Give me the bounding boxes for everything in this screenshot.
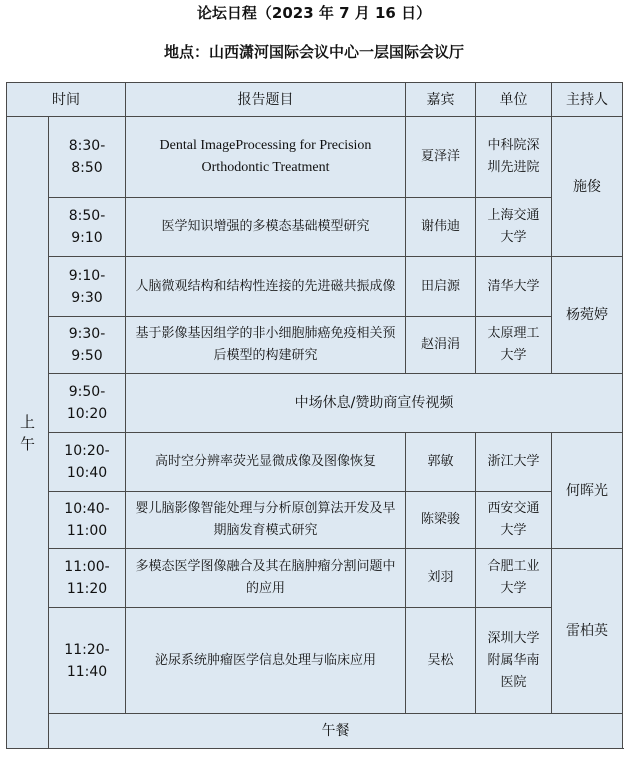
time-slot: 9:50- 10:20 (49, 374, 126, 433)
time-slot: 11:00- 11:20 (49, 549, 126, 608)
schedule-title: 论坛日程（2023 年 7 月 16 日） (196, 4, 432, 22)
host-name: 雷柏英 (552, 549, 623, 714)
header-time: 时间 (7, 83, 126, 117)
host-name: 何晖光 (552, 433, 623, 549)
table-row (7, 433, 623, 492)
affiliation: 浙江大学 (476, 433, 552, 492)
talk-topic: 基于影像基因组学的非小细胞肺癌免疫相关预后模型的构建研究 (126, 317, 406, 374)
time-slot: 10:20- 10:40 (49, 433, 126, 492)
table-row (7, 257, 623, 317)
speaker-name: 陈梁骏 (406, 492, 476, 549)
break-label: 中场休息/赞助商宣传视频 (126, 374, 623, 433)
affiliation: 清华大学 (476, 257, 552, 317)
speaker-name: 谢伟迪 (406, 198, 476, 257)
time-slot: 9:30- 9:50 (49, 317, 126, 374)
affiliation: 深圳大学附属华南医院 (476, 608, 552, 714)
time-slot: 9:10- 9:30 (49, 257, 126, 317)
table-header-row (7, 83, 623, 117)
time-slot: 8:30- 8:50 (49, 117, 126, 198)
speaker-name: 田启源 (406, 257, 476, 317)
affiliation: 中科院深圳先进院 (476, 117, 552, 198)
table-row (7, 117, 623, 198)
half-day-label: 上午 (7, 117, 49, 749)
affiliation: 上海交通大学 (476, 198, 552, 257)
host-name: 杨菀婷 (552, 257, 623, 374)
header-topic: 报告题目 (126, 83, 406, 117)
time-slot: 8:50- 9:10 (49, 198, 126, 257)
affiliation: 太原理工大学 (476, 317, 552, 374)
affiliation: 合肥工业大学 (476, 549, 552, 608)
time-slot: 11:20- 11:40 (49, 608, 126, 714)
talk-topic: 婴儿脑影像智能处理与分析原创算法开发及早期脑发育模式研究 (126, 492, 406, 549)
lunch-label: 午餐 (49, 714, 623, 749)
header-affiliation: 单位 (476, 83, 552, 117)
lunch-row (7, 714, 623, 749)
table-row (7, 492, 623, 549)
speaker-name: 吴松 (406, 608, 476, 714)
header-host: 主持人 (552, 83, 623, 117)
affiliation: 西安交通大学 (476, 492, 552, 549)
talk-topic: 人脑微观结构和结构性连接的先进磁共振成像 (126, 257, 406, 317)
table-row (7, 549, 623, 608)
venue-line: 地点：山西潇河国际会议中心一层国际会议厅 (163, 43, 464, 61)
speaker-name: 赵涓涓 (406, 317, 476, 374)
talk-topic: 高时空分辨率荧光显微成像及图像恢复 (126, 433, 406, 492)
table-row (7, 198, 623, 257)
talk-topic: 医学知识增强的多模态基础模型研究 (126, 198, 406, 257)
talk-topic: 泌尿系统肿瘤医学信息处理与临床应用 (126, 608, 406, 714)
table-row (7, 317, 623, 374)
speaker-name: 夏泽洋 (406, 117, 476, 198)
talk-topic: Dental ImageProcessing for Precision Orthodontic Treatment (126, 117, 406, 198)
break-row (7, 374, 623, 433)
table-row (7, 608, 623, 714)
speaker-name: 刘羽 (406, 549, 476, 608)
header-speaker: 嘉宾 (406, 83, 476, 117)
speaker-name: 郭敏 (406, 433, 476, 492)
schedule-table (6, 82, 623, 749)
host-name: 施俊 (552, 117, 623, 257)
time-slot: 10:40- 11:00 (49, 492, 126, 549)
talk-topic: 多模态医学图像融合及其在脑肿瘤分割问题中的应用 (126, 549, 406, 608)
